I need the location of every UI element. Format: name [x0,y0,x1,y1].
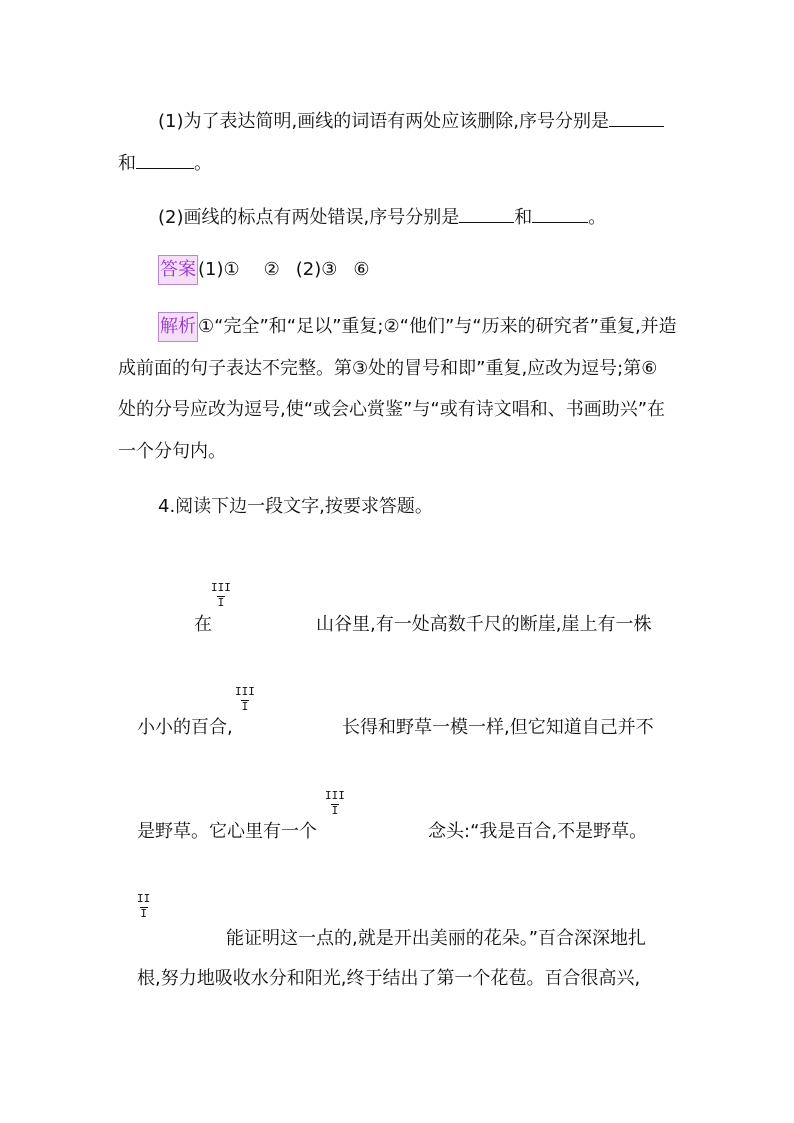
q4-prompt [158,495,433,519]
passage-text: 能证明这一点的,就是开出美丽的花朵。”百合深深地扎 [226,928,647,949]
marker-3 [325,790,345,816]
passage-text: 是野草。它心里有一个 [137,821,317,842]
analysis-line3 [118,398,665,422]
q3-sub2-line [158,204,606,230]
q3-sub2-and: 和 [514,207,533,228]
answer-line [158,255,372,285]
analysis-text-3: 处的分号应改为逗号,使“或会心赏鉴”与“或有诗文唱和、书画助兴”在 [118,399,666,420]
answer-tag: 答案 [158,255,198,285]
analysis-text-4: 一个分句内。 [118,441,226,462]
answer-blank[interactable] [532,204,588,223]
answer-part1: (1) [198,259,224,280]
passage-line1-pre [194,613,212,637]
marker-3-bottom: I [331,804,339,817]
answer-circle-1: ① [223,259,240,280]
passage-line3-post [428,820,647,844]
marker-2 [235,686,255,712]
analysis-text-1: ①“完全”和“足以”重复;②“他们”与“历来的研究者”重复,并造 [198,316,677,337]
passage-line3-pre [137,820,317,844]
passage-text: 在 [194,614,212,635]
marker-2-top: III [235,685,255,698]
passage-line4-post [226,927,646,951]
analysis-tag: 解析 [158,312,198,342]
passage-line2-post [342,716,654,740]
q3-sub1-line1 [158,108,664,134]
answer-blank[interactable] [136,150,194,169]
passage-text: 长得和野草一模一样,但它知道自己并不 [342,717,654,738]
analysis-line1 [158,312,677,342]
q3-sub1-text: (1)为了表达简明,画线的词语有两处应该删除,序号分别是 [158,111,609,132]
marker-1 [211,582,231,608]
q3-sub1-line2 [118,150,212,176]
analysis-line2 [118,357,657,381]
answer-circle-6: ⑥ [353,259,370,280]
marker-2-bottom: I [241,700,249,713]
marker-1-top: III [211,581,231,594]
q3-sub1-and: 和 [118,153,136,174]
q3-sub2-text: (2)画线的标点有两处错误,序号分别是 [158,207,460,228]
passage-text: 小小的百合, [137,717,233,738]
marker-4 [137,893,150,919]
analysis-line4 [118,440,226,464]
answer-circle-3: ③ [321,259,338,280]
analysis-text-2: 成前面的句子表达不完整。第③处的冒号和即”重复,应改为逗号;第⑥ [118,358,658,379]
marker-1-bottom: I [217,596,225,609]
marker-3-top: III [325,789,345,802]
period: 。 [588,207,607,228]
marker-4-top: II [137,892,151,905]
period: 。 [194,153,212,174]
answer-blank[interactable] [459,204,514,223]
answer-circle-2: ② [263,259,280,280]
passage-text: 念头:“我是百合,不是野草。 [428,821,648,842]
passage-line1-post [316,613,651,637]
passage-text: 山谷里,有一处高数千尺的断崖,崖上有一株 [316,614,652,635]
q4-prompt-text: 4.阅读下边一段文字,按要求答题。 [158,496,433,517]
marker-4-bottom: I [140,907,147,920]
passage-line2-pre [137,716,233,740]
passage-text: 根,努力地吸收水分和阳光,终于结出了第一个花苞。百合很高兴, [137,968,641,989]
answer-blank[interactable] [609,108,664,127]
answer-part2: (2) [295,259,322,280]
passage-line5 [137,967,640,991]
